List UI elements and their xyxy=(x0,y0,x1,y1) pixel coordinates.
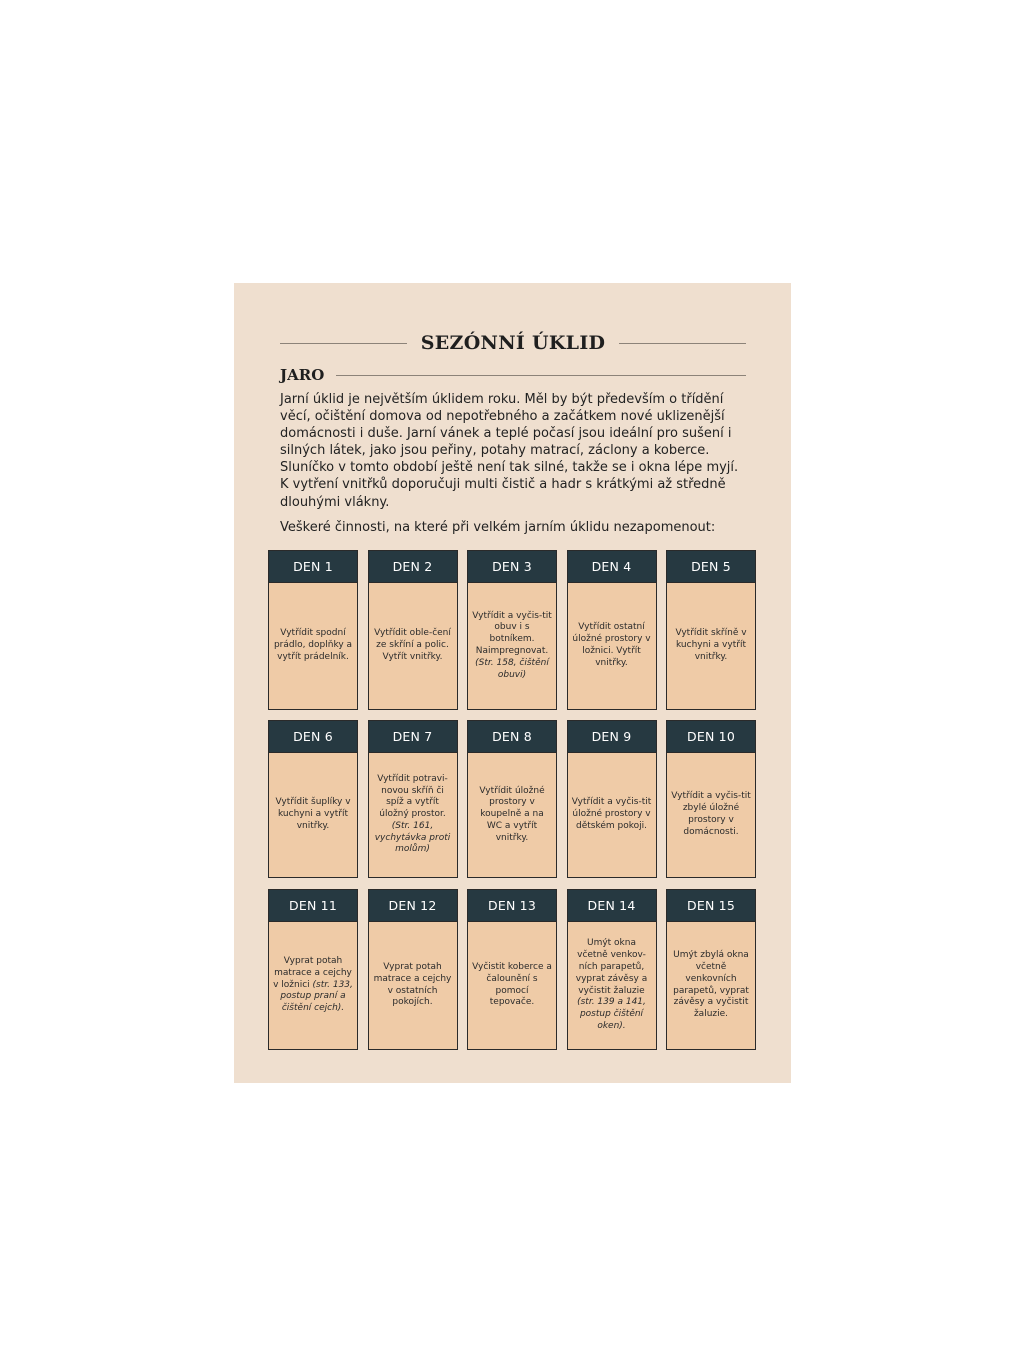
day-card xyxy=(268,550,358,710)
day-task: Vytřídit skříně v kuchyni a vytřít vnitřky. xyxy=(675,628,747,662)
day-grid xyxy=(268,550,758,1050)
season-row xyxy=(280,364,746,386)
day-card xyxy=(368,889,458,1050)
day-task: Vyčistit koberce a čalounění s pomocí tepovače. xyxy=(472,961,552,1008)
day-task: Vytřídit spodní prádlo, doplňky a vytřít prádelník. xyxy=(273,628,353,662)
list-intro: Veškeré činnosti, na které při velkém jarním úklidu nezapomenout: xyxy=(280,519,716,535)
page-title: SEZÓNNÍ ÚKLID xyxy=(420,332,606,354)
day-task: Vytřídit a vyčis-tit obuv i s botníkem. Naimpregnovat. (Str. 158, čištění obuvi) xyxy=(472,610,552,680)
day-task: Vytřídit potravi-novou skříň či spíž a vytřít úložný prostor. (Str. 161, vychytávka proti molům) xyxy=(374,773,451,855)
day-card xyxy=(268,889,358,1050)
day-task: Umýt okna včetně venkov-ních parapetů, vyprat závěsy a vyčistit žaluzie (str. 139 a 141, postup čištění oken). xyxy=(575,938,648,1031)
day-card xyxy=(666,889,756,1050)
day-label: DEN 2 xyxy=(369,551,457,583)
day-label: DEN 5 xyxy=(667,551,755,583)
day-card xyxy=(666,720,756,878)
intro-paragraph: Jarní úklid je největším úklidem roku. Měl by být především o třídění věcí, očištění domova od nepotřebného a začátkem nové uklizenější domácnosti i duše. Jarní vánek a teplé počasí jsou ideální pro sušení i silných látek, jako jsou peřiny, potahy matrací, záclony a koberce. Sluníčko v tomto období ještě není tak silné, takže se i okna lépe myjí. K vytření vnitřků doporučuji multi čistič a hadr s krátkými až středně dlouhými vlákny. xyxy=(280,392,739,510)
day-task: Vytřídit šuplíky v kuchyni a vytřít vnitřky. xyxy=(275,797,351,831)
season-heading: JARO xyxy=(280,366,325,384)
day-task: Vytřídit a vyčis-tit zbylé úložné prostory v domácnosti. xyxy=(671,791,751,837)
day-label: DEN 4 xyxy=(568,551,656,583)
day-label: DEN 3 xyxy=(468,551,556,583)
day-label: DEN 13 xyxy=(468,890,556,922)
day-task: Umýt zbylá okna včetně venkovních parapetů, vyprat závěsy a vyčistit žaluzie. xyxy=(673,950,749,1020)
day-card xyxy=(368,550,458,710)
day-card xyxy=(368,720,458,878)
day-label: DEN 8 xyxy=(468,721,556,753)
day-label: DEN 7 xyxy=(369,721,457,753)
intro-text xyxy=(280,391,750,544)
day-task: Vyprat potah matrace a cejchy v ostatních pokojích. xyxy=(373,961,452,1008)
day-label: DEN 6 xyxy=(269,721,357,753)
day-label: DEN 11 xyxy=(269,890,357,922)
day-card xyxy=(567,720,657,878)
day-task: Vytřídit ostatní úložné prostory v ložnici. Vytřít vnitřky. xyxy=(572,622,651,668)
day-card xyxy=(467,889,557,1050)
day-label: DEN 14 xyxy=(568,890,656,922)
day-task: Vyprat potah matrace a cejchy v ložnici (str. 133, postup praní a čištění cejch). xyxy=(273,956,353,1014)
day-card xyxy=(268,720,358,878)
day-task: Vytřídit oble-čení ze skříní a polic. Vytřít vnitřky. xyxy=(374,628,451,662)
title-left-rule xyxy=(280,343,407,344)
document-page xyxy=(234,283,791,1083)
title-right-rule xyxy=(619,343,746,344)
title-row xyxy=(280,329,746,357)
day-label: DEN 12 xyxy=(369,890,457,922)
day-task: Vytřídit a vyčis-tit úložné prostory v dětském pokoji. xyxy=(571,797,652,831)
day-card xyxy=(567,550,657,710)
day-task: Vytřídit úložné prostory v koupelně a na WC a vytřít vnitřky. xyxy=(479,785,545,843)
day-label: DEN 15 xyxy=(667,890,755,922)
day-card xyxy=(567,889,657,1050)
day-label: DEN 1 xyxy=(269,551,357,583)
season-rule xyxy=(336,375,746,376)
day-card xyxy=(467,720,557,878)
day-card xyxy=(666,550,756,710)
day-label: DEN 10 xyxy=(667,721,755,753)
day-card xyxy=(467,550,557,710)
day-label: DEN 9 xyxy=(568,721,656,753)
